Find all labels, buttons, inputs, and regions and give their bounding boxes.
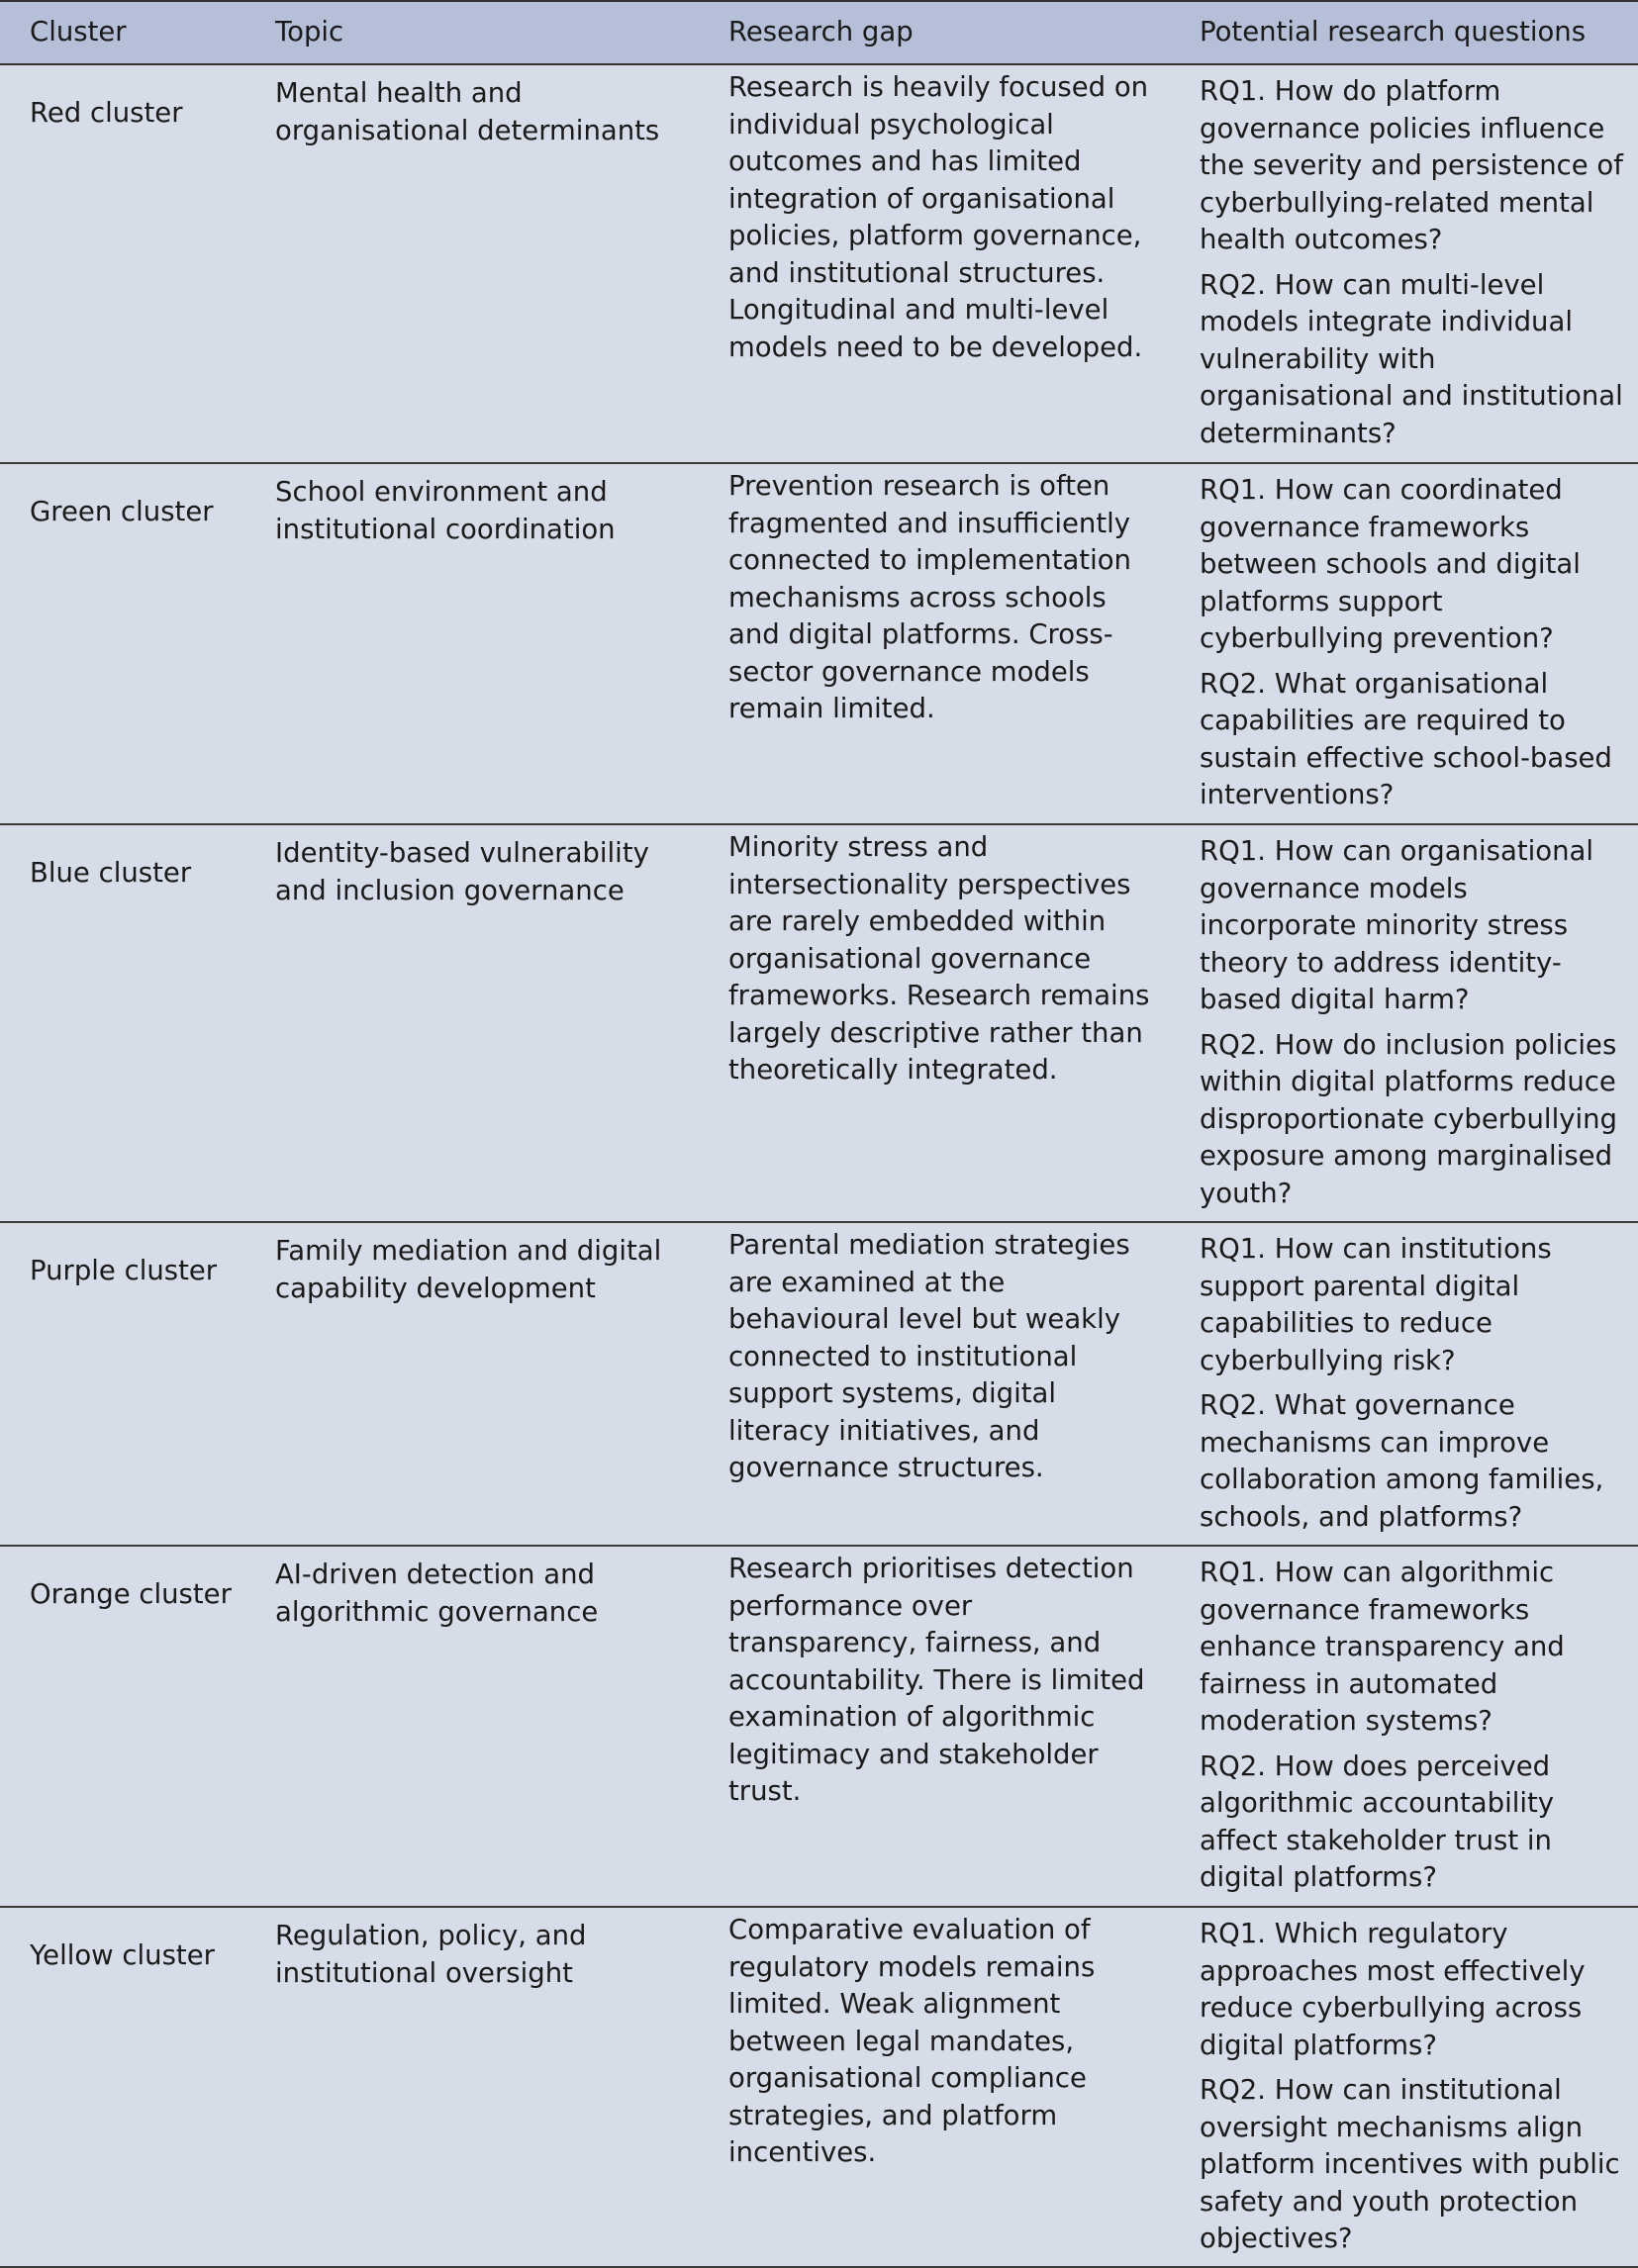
rq1-text: RQ1. How can algorithmic governance frameworks enhance transparency and fairness in automated moderation systems? xyxy=(1200,1557,1565,1737)
research-gap-cell: Minority stress and intersectionality perspectives are rarely embedded within organisational governance frameworks. Research remains largely descriptive rather than theoretically integrated. xyxy=(728,831,1150,1086)
rq2-text: RQ2. How does perceived algorithmic accountability affect stakeholder trust in digital platforms? xyxy=(1200,1749,1555,1893)
rq2-text: RQ2. What governance mechanisms can improve collaboration among families, schools, and platforms? xyxy=(1200,1389,1604,1533)
table-row xyxy=(0,1907,1638,2267)
research-gap-cell: Research prioritises detection performance over transparency, fairness, and accountability. There is limited examination of algorithmic legitimacy and stakeholder trust. xyxy=(728,1553,1145,1807)
topic-cell: AI-driven detection and algorithmic governance xyxy=(275,1559,599,1628)
rq2-text: RQ2. How can institutional oversight mechanisms align platform incentives with public safety and youth protection objectives? xyxy=(1200,2074,1620,2254)
rq2-text: RQ2. How can multi-level models integrate individual vulnerability with organisational and institutional determinants? xyxy=(1200,268,1623,449)
research-questions-cell xyxy=(1168,824,1638,1222)
table-body xyxy=(0,64,1638,2267)
header-research-gap: Research gap xyxy=(697,1,1168,64)
rq1-text: RQ1. How can organisational governance models incorporate minority stress theory to address identity-based digital harm? xyxy=(1200,835,1593,1015)
cluster-cell: Blue cluster xyxy=(30,857,192,889)
research-gap-cell: Research is heavily focused on individual psychological outcomes and has limited integration of organisational policies, platform governance, and institutional structures. Longitudinal and multi-level models need to be developed. xyxy=(728,71,1149,363)
table-header xyxy=(0,1,1638,64)
rq1-text: RQ1. How can institutions support parental digital capabilities to reduce cyberbullying risk? xyxy=(1200,1233,1552,1376)
topic-cell: Identity-based vulnerability and inclusion governance xyxy=(275,837,649,906)
header-topic: Topic xyxy=(245,1,697,64)
research-questions-cell xyxy=(1168,1907,1638,2267)
research-questions-cell xyxy=(1168,1546,1638,1907)
table-row xyxy=(0,1222,1638,1546)
table-row xyxy=(0,463,1638,824)
research-questions-cell xyxy=(1168,463,1638,824)
rq2-text: RQ2. How do inclusion policies within digital platforms reduce disproportionate cyberbullying exposure among marginalised youth? xyxy=(1200,1028,1618,1209)
research-gap-cell: Parental mediation strategies are examined at the behavioural level but weakly connected to institutional support systems, digital literacy initiatives, and governance structures. xyxy=(728,1229,1130,1483)
table-row xyxy=(0,64,1638,463)
topic-cell: Family mediation and digital capability development xyxy=(275,1235,662,1304)
header-row xyxy=(0,1,1638,64)
table-row xyxy=(0,824,1638,1222)
topic-cell: Regulation, policy, and institutional oversight xyxy=(275,1920,587,1989)
research-gap-cell: Comparative evaluation of regulatory models remains limited. Weak alignment between legal mandates, organisational compliance strategies, and platform incentives. xyxy=(728,1914,1096,2168)
cluster-cell: Green cluster xyxy=(30,496,214,527)
cluster-cell: Purple cluster xyxy=(30,1255,218,1286)
research-gap-cell: Prevention research is often fragmented and insufficiently connected to implementation mechanisms across schools and digital platforms. Cross-sector governance models remain limited. xyxy=(728,470,1131,724)
research-questions-cell xyxy=(1168,64,1638,463)
topic-cell: School environment and institutional coordination xyxy=(275,476,616,545)
header-cluster: Cluster xyxy=(0,1,245,64)
rq1-text: RQ1. How do platform governance policies influence the severity and persistence of cyberbullying-related mental health outcomes? xyxy=(1200,75,1623,255)
topic-cell: Mental health and organisational determinants xyxy=(275,77,660,146)
rq1-text: RQ1. How can coordinated governance frameworks between schools and digital platforms support cyberbullying prevention? xyxy=(1200,474,1581,654)
cluster-cell: Orange cluster xyxy=(30,1578,232,1610)
header-research-questions: Potential research questions xyxy=(1168,1,1638,64)
cluster-cell: Red cluster xyxy=(30,97,183,129)
table-row xyxy=(0,1546,1638,1907)
cluster-cell: Yellow cluster xyxy=(30,1939,215,1971)
rq1-text: RQ1. Which regulatory approaches most effectively reduce cyberbullying across digital platforms? xyxy=(1200,1918,1586,2061)
rq2-text: RQ2. What organisational capabilities are required to sustain effective school-based interventions? xyxy=(1200,667,1612,810)
research-questions-cell xyxy=(1168,1222,1638,1546)
